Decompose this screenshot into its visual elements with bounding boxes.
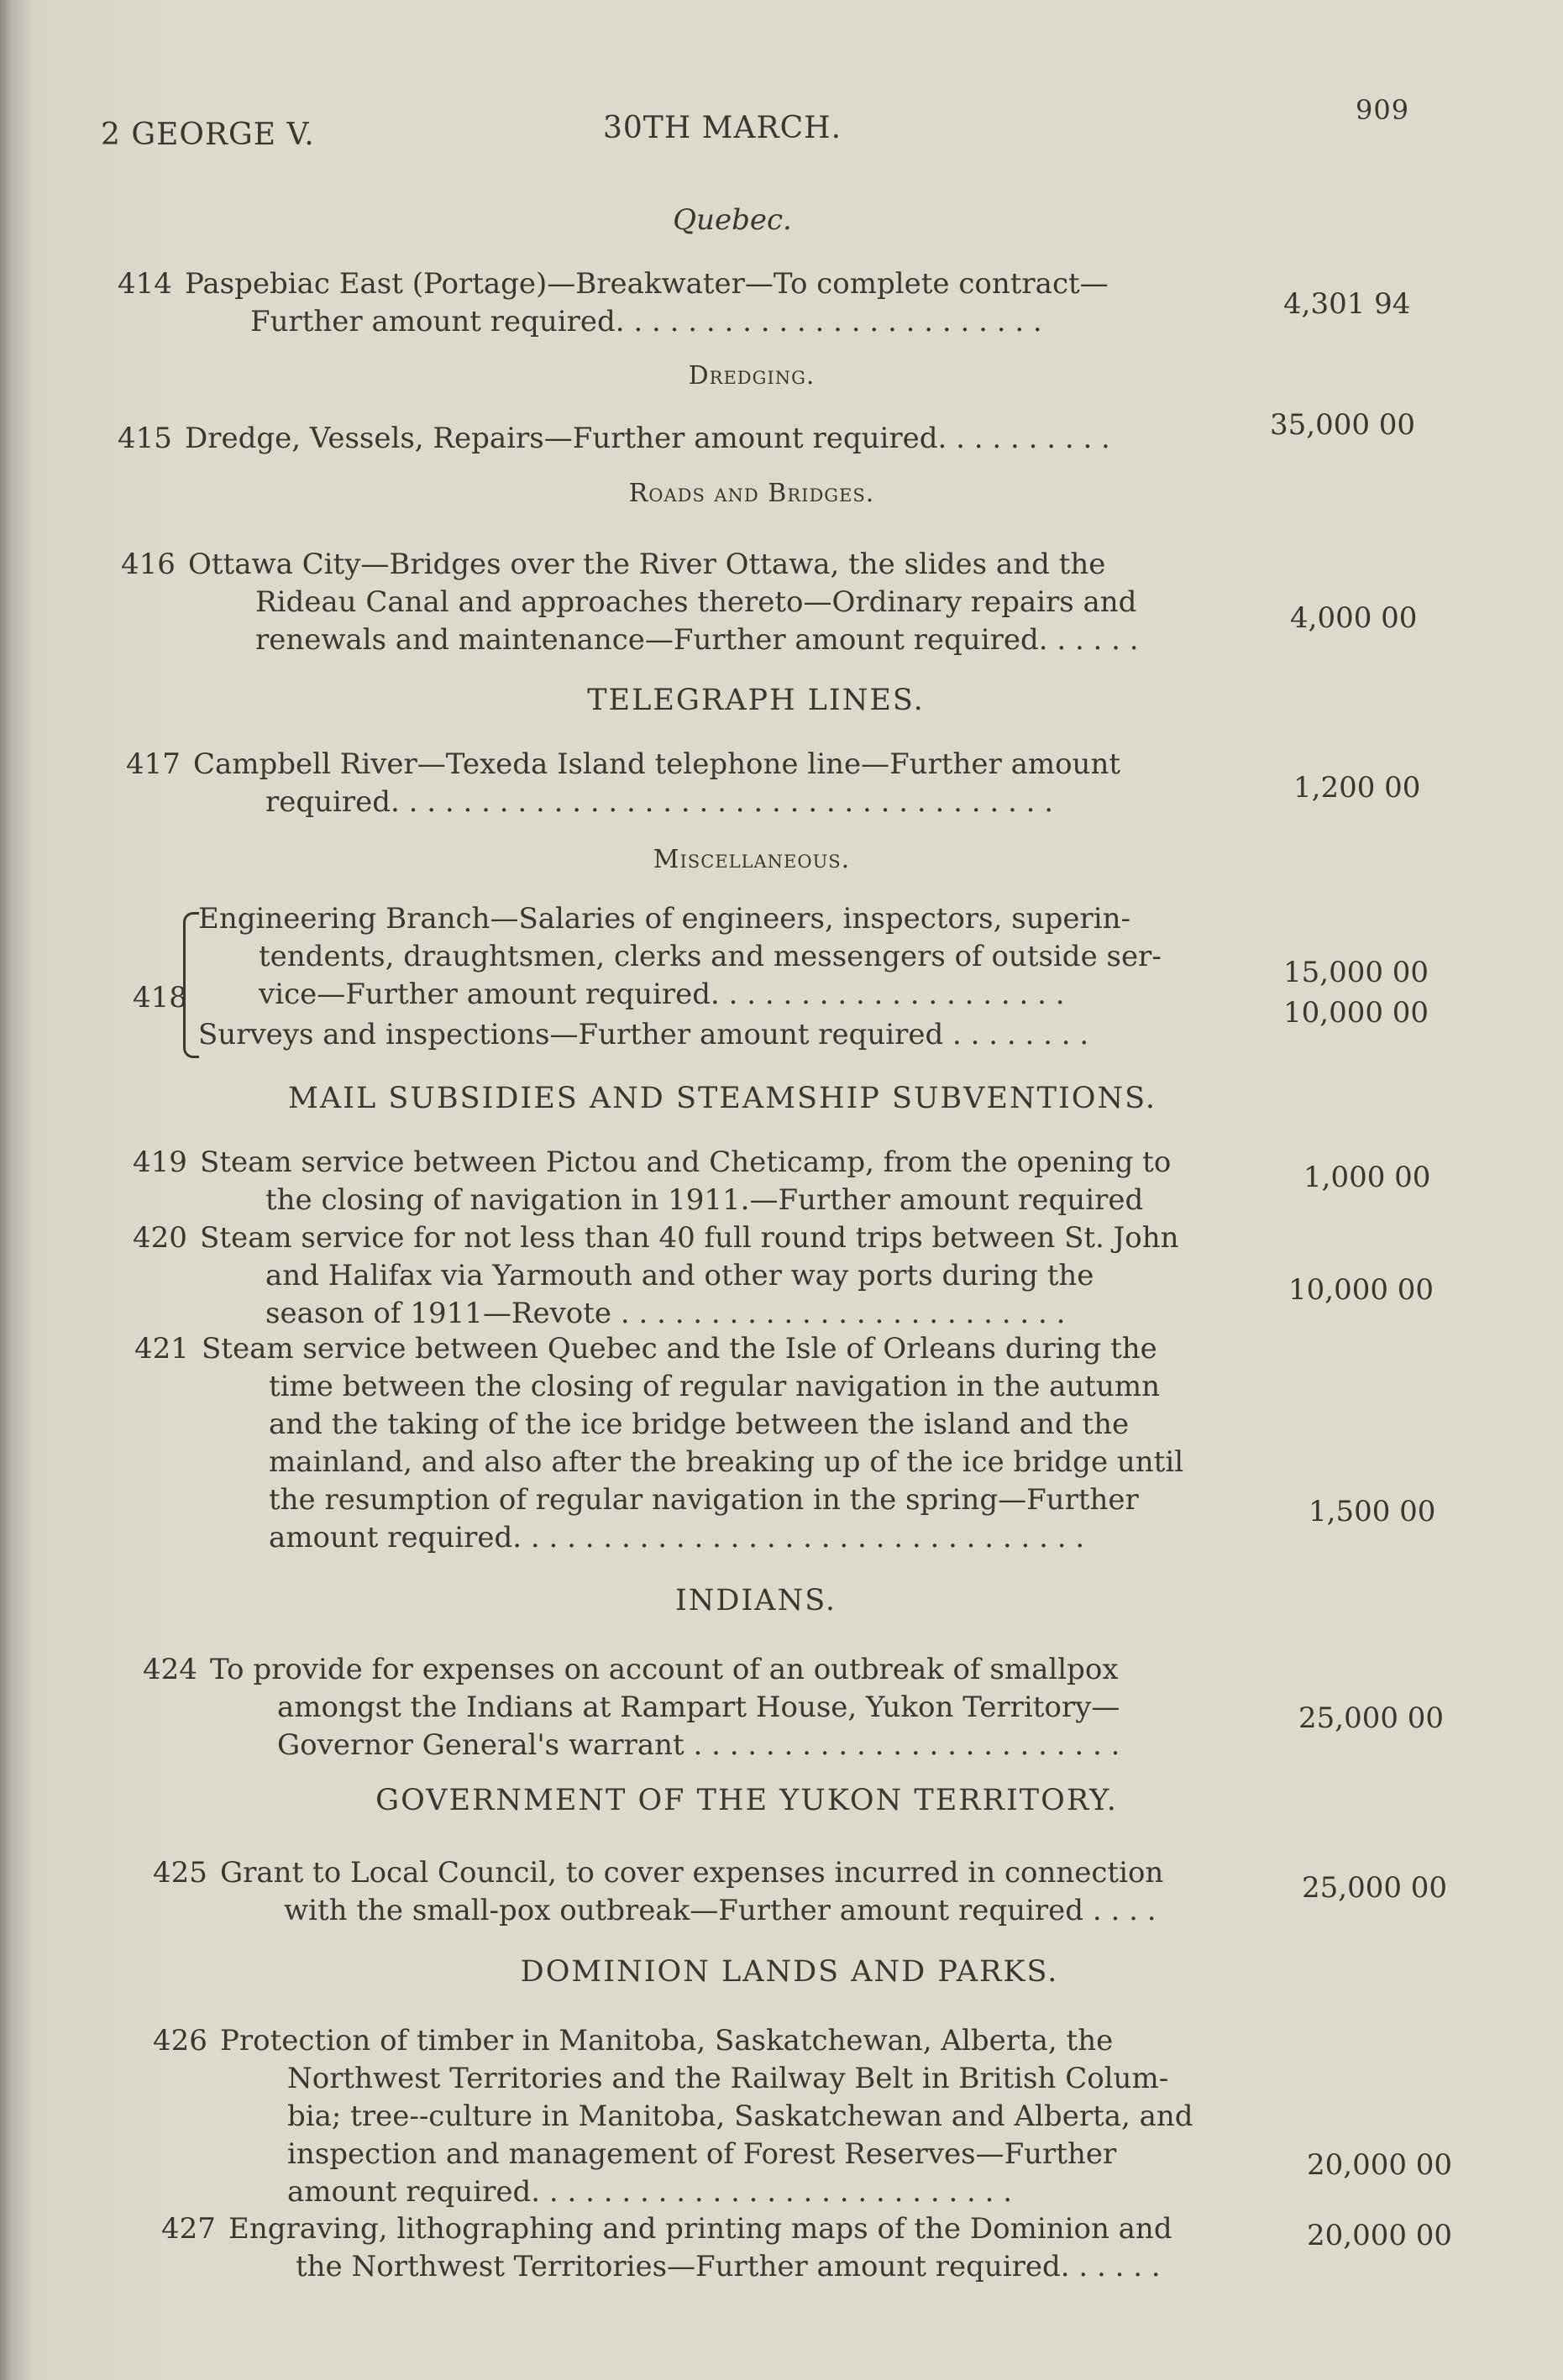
item-417 (126, 746, 1120, 821)
section-dredging: Dredging. (688, 361, 816, 391)
item-line: the Northwest Territories—Further amount required. . . . . . (296, 2250, 1161, 2283)
item-number: 426 (153, 2024, 207, 2058)
item-line: season of 1911—Revote . . . . . . . . . . . . . . . . . . . . . . . . . (265, 1297, 1066, 1330)
item-number: 417 (126, 747, 181, 781)
section-roads: Roads and Bridges. (628, 479, 875, 508)
item-number: 419 (133, 1145, 187, 1179)
item-420 (133, 1219, 1179, 1333)
item-number: 424 (143, 1653, 197, 1686)
item-418-sub-engineering (198, 900, 1162, 1014)
item-line: Steam service between Pictou and Cheticamp, from the opening to (200, 1145, 1172, 1179)
item-425 (153, 1854, 1163, 1930)
section-indians: INDIANS. (674, 1584, 837, 1617)
item-number: 420 (133, 1221, 187, 1255)
item-number: 421 (134, 1332, 189, 1366)
item-number: 425 (153, 1856, 207, 1890)
header-center: 30TH MARCH. (603, 111, 842, 145)
amount-418-surveys: 10,000 00 (1283, 996, 1429, 1030)
item-line: Engraving, lithographing and printing maps of the Dominion and (228, 2212, 1172, 2246)
item-line: and the taking of the ice bridge between the island and the (269, 1408, 1130, 1441)
item-424 (143, 1651, 1120, 1764)
item-line: with the small-pox outbreak—Further amount required . . . . (284, 1894, 1157, 1927)
section-misc: Miscellaneous. (653, 845, 851, 874)
item-line: Dredge, Vessels, Repairs—Further amount required. . . . . . . . . . (185, 422, 1110, 455)
item-line: mainland, and also after the breaking up of the ice bridge until (269, 1445, 1184, 1479)
item-line: vice—Further amount required. . . . . . . . . . . . . . . . . . . . (259, 978, 1065, 1011)
amount-419: 1,000 00 (1303, 1161, 1431, 1194)
item-line: Northwest Territories and the Railway Belt in British Colum- (287, 2062, 1169, 2095)
item-line: amongst the Indians at Rampart House, Yukon Territory— (277, 1691, 1120, 1724)
item-line: renewals and maintenance—Further amount required. . . . . . (255, 623, 1139, 657)
amount-415: 35,000 00 (1270, 408, 1416, 442)
amount-426: 20,000 00 (1307, 2148, 1453, 2182)
item-line: Further amount required. . . . . . . . . . . . . . . . . . . . . . . . (250, 305, 1042, 338)
amount-421: 1,500 00 (1309, 1495, 1436, 1528)
item-line: the closing of navigation in 1911.—Further amount required (265, 1183, 1144, 1217)
item-line: and Halifax via Yarmouth and other way ports during the (265, 1259, 1094, 1292)
item-number: 427 (161, 2212, 216, 2246)
amount-427: 20,000 00 (1307, 2219, 1453, 2252)
page-number: 909 (1356, 94, 1410, 126)
item-line: Grant to Local Council, to cover expenses incurred in connection (220, 1856, 1164, 1890)
item-line: Campbell River—Texeda Island telephone line—Further amount (193, 747, 1121, 781)
header-left: 2 GEORGE V. (101, 118, 315, 152)
item-line: Engineering Branch—Salaries of engineers, inspectors, superin- (198, 902, 1130, 936)
amount-416: 4,000 00 (1290, 601, 1418, 635)
item-421 (134, 1330, 1183, 1557)
section-mail: MAIL SUBSIDIES AND STEAMSHIP SUBVENTIONS. (288, 1082, 1157, 1115)
item-427 (161, 2210, 1172, 2286)
item-line: inspection and management of Forest Reserves—Further (287, 2137, 1117, 2171)
item-line: required. . . . . . . . . . . . . . . . . . . . . . . . . . . . . . . . . . . . . (265, 785, 1054, 819)
item-419 (133, 1144, 1171, 1219)
section-yukon: GOVERNMENT OF THE YUKON TERRITORY. (375, 1784, 1118, 1817)
item-line: Surveys and inspections—Further amount required . . . . . . . . (198, 1018, 1089, 1051)
item-number: 416 (121, 548, 176, 581)
item-line: To provide for expenses on account of an outbreak of smallpox (210, 1653, 1119, 1686)
amount-414: 4,301 94 (1283, 287, 1411, 321)
item-line: Protection of timber in Manitoba, Saskatchewan, Alberta, the (220, 2024, 1114, 2058)
item-416 (121, 546, 1139, 659)
section-dominion: DOMINION LANDS AND PARKS. (520, 1955, 1059, 1989)
item-number: 418 (133, 981, 187, 1014)
item-line: the resumption of regular navigation in the spring—Further (269, 1483, 1139, 1517)
amount-425: 25,000 00 (1302, 1871, 1448, 1905)
item-line: tendents, draughtsmen, clerks and messengers of outside ser- (259, 940, 1162, 973)
item-number: 415 (118, 422, 172, 455)
amount-417: 1,200 00 (1293, 771, 1421, 805)
item-415 (118, 420, 1110, 458)
item-line: Governor General's warrant . . . . . . . . . . . . . . . . . . . . . . . . (277, 1728, 1120, 1762)
item-line: Steam service between Quebec and the Isle of Orleans during the (202, 1332, 1157, 1366)
section-quebec: Quebec. (673, 203, 792, 237)
item-line: Ottawa City—Bridges over the River Ottawa, the slides and the (188, 548, 1106, 581)
item-418-sub-surveys (198, 1016, 1088, 1054)
brace (183, 912, 199, 1058)
item-426 (153, 2022, 1193, 2211)
item-line: Paspebiac East (Portage)—Breakwater—To complete contract— (185, 267, 1109, 301)
item-line: amount required. . . . . . . . . . . . . . . . . . . . . . . . . . . (287, 2175, 1013, 2209)
amount-424: 25,000 00 (1298, 1701, 1445, 1735)
section-telegraph: TELEGRAPH LINES. (587, 684, 925, 717)
item-line: bia; tree--culture in Manitoba, Saskatchewan and Alberta, and (287, 2100, 1193, 2133)
item-number: 414 (118, 267, 172, 301)
item-line: Steam service for not less than 40 full round trips between St. John (200, 1221, 1179, 1255)
amount-418-engineering: 15,000 00 (1283, 956, 1429, 989)
item-line: time between the closing of regular navigation in the autumn (269, 1370, 1161, 1403)
amount-420: 10,000 00 (1288, 1273, 1434, 1307)
item-414 (118, 265, 1109, 341)
item-line: amount required. . . . . . . . . . . . . . . . . . . . . . . . . . . . . . . . (269, 1521, 1085, 1554)
item-line: Rideau Canal and approaches thereto—Ordinary repairs and (255, 585, 1137, 619)
